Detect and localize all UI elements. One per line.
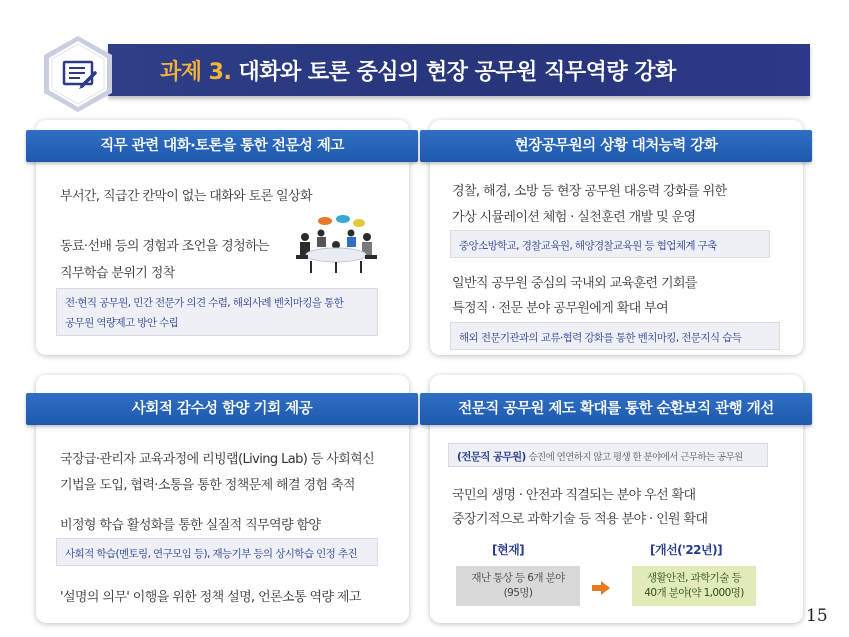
s3-note-box (56, 538, 378, 566)
s4-definition-box (448, 443, 768, 467)
improved-label: [개선('22년)] (650, 543, 723, 557)
s3-line-1: 국장급·관리자 교육과정에 리빙랩(Living Lab) 등 사회혁신 (60, 452, 375, 467)
s3-line-3: 비정형 학습 활성화를 통한 실질적 직무역량 함양 (60, 518, 321, 533)
meeting-people-icon (293, 215, 381, 275)
task-title: 대화와 토론 중심의 현장 공무원 직무역량 강화 (238, 60, 676, 85)
section-title-4: 전문직 공무원 제도 확대를 통한 순환보직 관행 개선 (420, 393, 812, 425)
section-title-2: 현장공무원의 상황 대처능력 강화 (420, 130, 812, 162)
page-number: 15 (806, 606, 828, 626)
s2-note-1: 중앙소방학교, 경찰교육원, 해양경찰교육원 등 협업체계 구축 (459, 240, 717, 252)
improved-line-1: 생활안전, 과학기술 등 (646, 572, 742, 584)
task-number: 과제 3. (160, 60, 232, 85)
s3-line-4: '설명의 의무' 이행을 위한 정책 설명, 언론소통 역량 제고 (60, 590, 361, 605)
current-box (456, 566, 580, 606)
right-arrow-icon (592, 580, 610, 594)
s1-note-box (56, 288, 378, 336)
s1-line-3: 직무학습 분위기 정착 (60, 266, 175, 281)
section-title-1: 직무 관련 대화·토론을 통한 전문성 제고 (26, 130, 418, 162)
s2-line-1: 경찰, 해경, 소방 등 현장 공무원 대응력 강화를 위한 (452, 184, 727, 199)
s2-line-4: 특정직 · 전문 분야 공무원에게 확대 부여 (452, 301, 669, 316)
page-title (160, 55, 676, 85)
s3-note: 사회적 학습(멘토링, 연구모임 등), 재능기부 등의 상시학습 인정 추진 (65, 548, 358, 560)
document-pen-icon (40, 34, 116, 114)
current-label: [현재] (492, 543, 525, 557)
s1-note-line-2: 공무원 역량제고 방안 수립 (65, 317, 179, 329)
section-title-3: 사회적 감수성 함양 기회 제공 (26, 393, 418, 425)
s3-line-2: 기법을 도입, 협력·소통을 통한 정책문제 해결 경험 축적 (60, 478, 355, 493)
current-line-2: (95명) (503, 587, 533, 599)
s2-note-2: 해외 전문기관과의 교류·협력 강화를 통한 벤치마킹, 전문지식 습득 (459, 332, 742, 344)
current-line-1: 재난 통상 등 6개 분야 (471, 572, 565, 584)
improved-line-2: 40개 분야(약 1,000명) (644, 587, 744, 599)
s4-line-2: 중장기적으로 과학기술 등 적용 분야 · 인원 확대 (452, 512, 708, 527)
s1-line-2: 동료·선배 등의 경험과 조언을 경청하는 (60, 239, 269, 254)
s4-line-1: 국민의 생명 · 안전과 직결되는 분야 우선 확대 (452, 488, 696, 503)
s1-note-line-1: 전·현직 공무원, 민간 전문가 의견 수렴, 해외사례 벤치마킹을 통한 (65, 297, 344, 309)
s2-line-3: 일반직 공무원 중심의 국내외 교육훈련 기회를 (452, 276, 697, 291)
s4-definition-text: 승진에 연연하지 않고 평생 한 분야에서 근무하는 공무원 (528, 452, 743, 463)
s2-line-2: 가상 시뮬레이션 체험 · 실천훈련 개발 및 운영 (452, 210, 696, 225)
s1-line-1: 부서간, 직급간 칸막이 없는 대화와 토론 일상화 (60, 189, 312, 204)
s4-definition-tag: (전문직 공무원) (457, 451, 526, 463)
s2-note-box-2 (450, 322, 780, 350)
s2-note-box-1 (450, 230, 770, 258)
improved-box (632, 566, 756, 606)
